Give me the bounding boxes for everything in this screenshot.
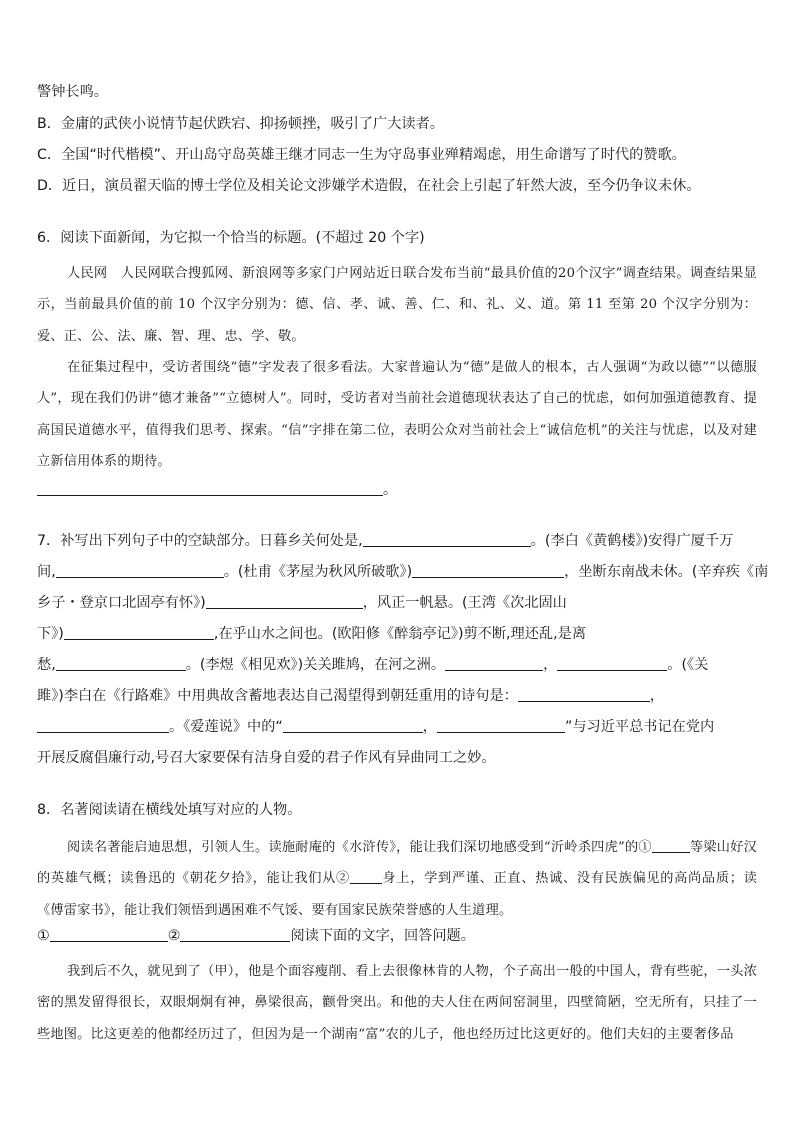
q7-line-2 <box>37 562 769 582</box>
q7-line-5 <box>37 655 764 675</box>
q7-blank-4[interactable] <box>206 593 363 609</box>
q7-text-2c: ，坐断东南战未休。(辛弃疾《南 <box>564 564 769 580</box>
q8-paragraph-1 <box>37 832 757 926</box>
q6-news-paragraph-2: 在征集过程中，受访者围绕“德”字发表了很多看法。大家普遍认为“德”是做人的根本，古人强调“为政以德”“以德服人”，现在我们仍讲“德才兼备”“立德树人”。同时，受访者对当前社会道德现状表达了自己的忧虑，如何加强道德教育、提高国民道德水平，值得我们思考、探索。“信”字排在第二位，表明公众对当前社会上“诚信危机”的关注与忧虑，以及对建立新信用体系的期待。 <box>37 360 757 469</box>
q8-text-1a: 阅读名著能启迪思想，引领人生。读施耐庵的《水浒传》，能让我们深切地感受到“沂岭杀四虎”的① <box>67 840 652 855</box>
q7-text-5d: 。(《关 <box>667 657 709 673</box>
q7-blank-6[interactable] <box>56 655 186 671</box>
q7-text-5a: 愁, <box>37 657 56 673</box>
q7-line-3 <box>37 593 764 613</box>
q6-news-paragraph-1: 人民网 人民网联合搜狐网、新浪网等多家门户网站近日联合发布当前“最具价值的20个汉字”调查结果。调查结果显示，当前最具价值的前 10 个汉字分别为：德、信、孝、诚、善、仁、和、礼、义、道。第 11 至第 20 个汉字分别为：爱、正、公、法、廉、智、理、忠、学、敬。 <box>37 266 757 344</box>
q6-stem: 6．阅读下面新闻，为它拟一个恰当的标题。(不超过 20 个字) <box>37 230 425 246</box>
q7-text-3b: ，风正一帆悬。(王湾《次北固山 <box>362 595 567 611</box>
q7-blank-1[interactable] <box>363 531 531 547</box>
q7-text-7b: ， <box>422 719 437 735</box>
q8-answer-line <box>37 926 764 946</box>
q7-blank-3[interactable] <box>412 562 564 578</box>
q5-option-d: D．近日，演员翟天临的博士学位及相关论文涉嫌学术造假，在社会上引起了轩然大波，至今仍争议未休。 <box>37 178 701 194</box>
q5-option-b: B．金庸的武侠小说情节起伏跌宕、抑扬顿挫，吸引了广大读者。 <box>37 116 444 132</box>
q7-text-2a: 间, <box>37 564 56 580</box>
q7-blank-5[interactable] <box>64 624 214 640</box>
q8-inline-blank-1[interactable] <box>652 837 690 853</box>
q6-answer-period: 。 <box>383 482 398 498</box>
q7-text-3a: 乡子・登京口北固亭有怀》) <box>37 595 206 611</box>
q7-blank-8[interactable] <box>557 655 667 671</box>
q8-passage: 我到后不久，就见到了（甲），他是个面容瘦削、看上去很像林肯的人物，个子高出一般的中国人，背有些驼，一头浓密的黑发留得很长，双眼炯炯有神，鼻梁很高，颧骨突出。和他的夫人住在两间窑洞里，四壁简陋，空无所有，只挂了一些地图。比这更差的他都经历过了，但因为是一个湖南“富”农的儿子，他也经历过比这更好的。他们夫妇的主要奢侈品 <box>37 964 757 1042</box>
q7-line-4 <box>37 624 764 644</box>
q8-text-1c: 身上，学到严谨、正直、热诚、没有民族偏见的高尚品质；读《傅雷家书》，能让我们领悟到遇困难不气馁、要有国家民族荣誉感的人生道理。 <box>37 871 758 918</box>
q7-text-7a: 。《爱莲说》中的“ <box>169 719 283 735</box>
q7-text-1b: 。(李白《黄鹤楼》)安得广厦千万 <box>530 533 734 549</box>
q7-blank-7[interactable] <box>445 655 543 671</box>
q7-text-2b: 。(杜甫《茅屋为秋风所破歌》) <box>223 564 413 580</box>
q8-read-instruction: 阅读下面的文字，回答问题。 <box>290 928 475 944</box>
q5-continuation: 警钟长鸣。 <box>37 84 108 100</box>
q7-stem: 7．补写出下列句子中的空缺部分。日暮乡关何处是, <box>37 533 363 549</box>
q7-blank-2[interactable] <box>56 562 224 578</box>
q7-text-6a: 雎》)李白在《行路难》中用典故含蓄地表达自己渴望得到朝廷重用的诗句是： <box>37 688 518 704</box>
q7-text-4a: 下》) <box>37 626 64 642</box>
q8-stem: 8．名著阅读请在横线处填写对应的人物。 <box>37 802 302 818</box>
q7-line-7 <box>37 717 764 737</box>
q7-text-5b: 。(李煜《相见欢》)关关雎鸠，在河之洲。 <box>185 657 446 673</box>
q7-blank-9[interactable] <box>518 686 650 702</box>
q7-blank-12[interactable] <box>437 717 565 733</box>
q8-answer-blank-2[interactable] <box>180 926 290 942</box>
q7-text-5c: ， <box>543 657 558 673</box>
q8-label-2: ② <box>167 928 181 944</box>
q6-answer-blank[interactable] <box>37 480 383 496</box>
q7-line-8: 开展反腐倡廉行动,号召大家要保有洁身自爱的君子作风有异曲同工之妙。 <box>37 750 496 766</box>
q6-answer-line[interactable] <box>37 480 764 500</box>
q7-text-4b: ,在乎山水之间也。(欧阳修《醉翁亭记》)剪不断,理还乱,是离 <box>213 626 587 642</box>
q7-blank-11[interactable] <box>283 717 423 733</box>
q8-answer-blank-1[interactable] <box>50 926 168 942</box>
q8-inline-blank-2[interactable] <box>350 868 382 884</box>
q8-label-1: ① <box>37 928 50 944</box>
q7-text-7c: ”与习近平总书记在党内 <box>564 719 715 735</box>
q7-text-6b: ， <box>649 688 665 704</box>
q7-line-6 <box>37 686 764 706</box>
q5-option-c: C．全国“时代楷模”、开山岛守岛英雄王继才同志一生为守岛事业殚精竭虑，用生命谱写了时代的赞歌。 <box>37 147 686 163</box>
q7-blank-10[interactable] <box>37 717 169 733</box>
q8-text-1b: 等梁山好汉的英雄气概；读鲁迅的《朝花夕拾》，能让我们从② <box>37 840 757 887</box>
q7-line-1 <box>37 531 764 551</box>
